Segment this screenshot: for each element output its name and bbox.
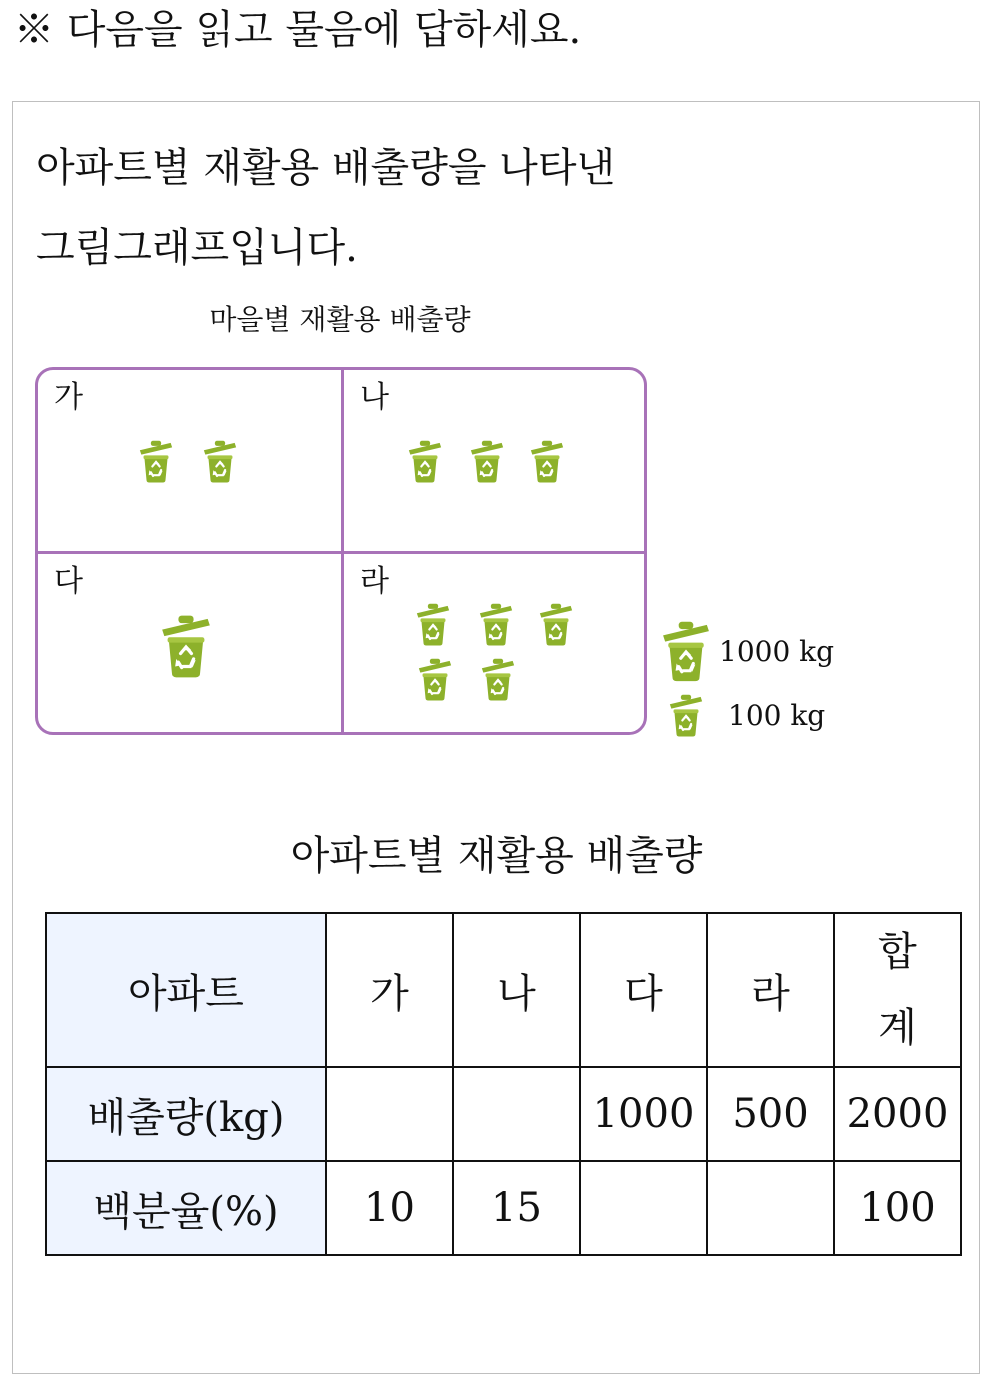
recycle-bin-icon [160,614,212,680]
recycle-bin-icon [469,440,505,484]
cell-percent-da [580,1161,707,1255]
graph-title: 마을별 재활용 배출량 [209,303,471,336]
header-cell-ra: 라 [707,913,834,1067]
recycle-bin-icon [407,440,443,484]
recycle-bin-icon [478,603,514,647]
table-row [46,1161,961,1255]
cell-emission-total: 2000 [834,1067,961,1161]
cell-percent-total: 100 [834,1161,961,1255]
total-label-bottom: 계 [878,1005,917,1051]
recycle-bin-icon [529,440,565,484]
picture-graph [35,367,647,735]
cell-percent-ga: 10 [326,1161,453,1255]
header-cell-da: 다 [580,913,707,1067]
table-header-row [46,913,961,1067]
row-label-emission: 배출량(kg) [46,1067,326,1161]
header-cell-apartment: 아파트 [46,913,326,1067]
graph-divider-horizontal [38,551,644,554]
table-title: 아파트별 재활용 배출량 [290,833,703,879]
legend-large-value: 1000 kg [719,635,835,668]
cell-label-na: 나 [360,380,389,415]
header-cell-ga: 가 [326,913,453,1067]
intro-line-2: 그림그래프입니다. [36,225,358,271]
cell-emission-ra: 500 [707,1067,834,1161]
intro-line-1: 아파트별 재활용 배출량을 나타낸 [36,145,616,191]
cell-label-da: 다 [54,564,83,599]
header-cell-total [834,913,961,1067]
cell-percent-ra [707,1161,834,1255]
recycle-bin-icon [417,658,453,702]
header-cell-na: 나 [453,913,580,1067]
cell-emission-da: 1000 [580,1067,707,1161]
recycle-bin-icon [138,440,174,484]
total-label-top: 합 [878,929,917,975]
table-row [46,1067,961,1161]
recycle-bin-icon [538,603,574,647]
recycle-bin-icon [415,603,451,647]
recycle-bin-icon [661,620,711,684]
intro-text [36,128,615,288]
instruction-text: ※ 다음을 읽고 물음에 답하세요. [14,7,582,53]
cell-label-ga: 가 [54,380,83,415]
recycle-bin-icon [202,440,238,484]
emission-table [45,912,962,1256]
cell-label-ra: 라 [360,564,389,599]
cell-emission-na [453,1067,580,1161]
recycle-bin-icon [668,694,704,738]
cell-percent-na: 15 [453,1161,580,1255]
cell-emission-ga [326,1067,453,1161]
recycle-bin-icon [480,658,516,702]
row-label-percent: 백분율(%) [46,1161,326,1255]
legend-small-value: 100 kg [728,699,826,732]
